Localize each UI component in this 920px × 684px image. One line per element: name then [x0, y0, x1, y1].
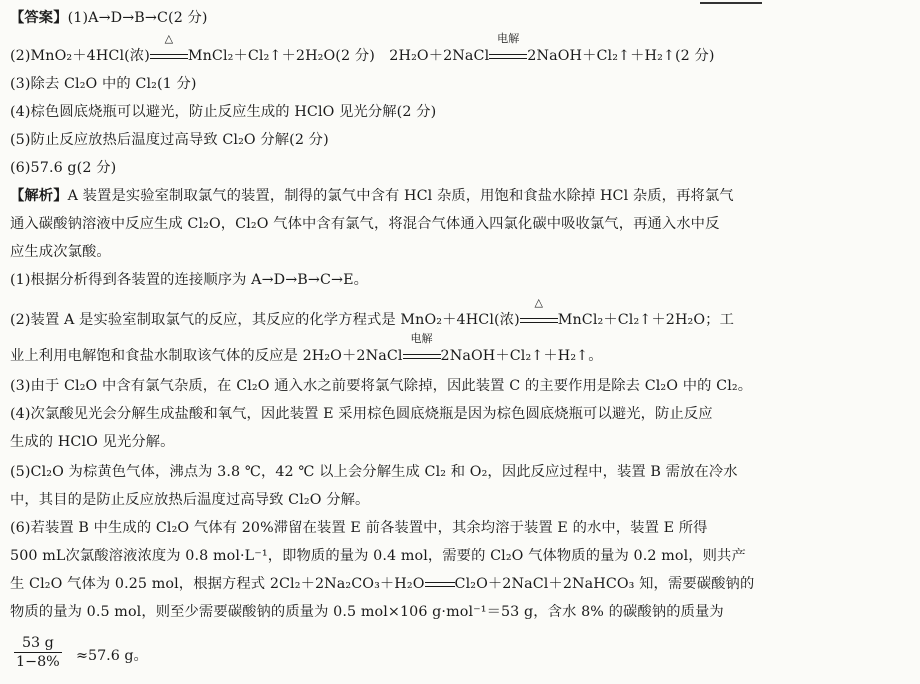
analysis-line-3: 应生成次氯酸。	[10, 244, 111, 260]
analysis-2-text: MnCl₂＋Cl₂↑＋2H₂O；工	[557, 312, 734, 328]
heat-condition	[520, 296, 558, 330]
analysis-1: (1)根据分析得到各装置的连接顺序为 A→D→B→C→E。	[10, 272, 369, 288]
analysis-2-text: 2NaOH＋Cl₂↑＋H₂↑。	[440, 348, 603, 364]
answer-3: (3)除去 Cl₂O 中的 Cl₂(1 分)	[10, 76, 197, 92]
analysis-6-line-3	[10, 574, 912, 594]
analysis-heading: 【解析】	[10, 188, 68, 204]
analysis-2-text: (2)装置 A 是实验室制取氯气的反应，其反应的化学方程式是 MnO₂＋4HCl(浓)	[10, 312, 520, 328]
answer-1: (1)A→D→B→C(2 分)	[67, 10, 208, 26]
equation-rhs: 2NaOH＋Cl₂↑＋H₂↑(2 分)	[527, 48, 715, 64]
analysis-4-line-1: (4)次氯酸见光会分解生成盐酸和氧气，因此装置 E 采用棕色圆底烧瓶是因为棕色圆底烧瓶可以避光，防止反应	[10, 406, 713, 422]
fraction-denominator: 1−8%	[16, 654, 60, 670]
heat-symbol: △	[164, 32, 174, 45]
answer-line-2	[10, 32, 912, 66]
heat-symbol: △	[534, 296, 544, 309]
electrolysis-condition	[403, 332, 441, 366]
analysis-line-2: 通入碳酸钠溶液中反应生成 Cl₂O，Cl₂O 气体中含有氯气，将混合气体通入四氯化碳中吸收氯气，再通入水中反	[10, 216, 720, 232]
answer-6: (6)57.6 g(2 分)	[10, 160, 117, 176]
answer-heading: 【答案】	[10, 10, 68, 26]
top-rule	[700, 2, 762, 4]
analysis-6-line-4: 物质的量为 0.5 mol，则至少需要碳酸钠的质量为 0.5 mol×106 g·mol⁻¹＝53 g，含水 8% 的碳酸钠的质量为	[10, 604, 724, 620]
analysis-line-1	[10, 186, 912, 206]
analysis-2-line-1	[10, 296, 912, 330]
analysis-5-line-1: (5)Cl₂O 为棕黄色气体，沸点为 3.8 ℃，42 ℃ 以上会分解生成 Cl₂ 和 O₂，因此反应过程中，装置 B 需放在冷水	[10, 464, 738, 480]
analysis-4-line-2: 生成的 HClO 见光分解。	[10, 434, 175, 450]
answer-4: (4)棕色圆底烧瓶可以避光，防止反应生成的 HClO 见光分解(2 分)	[10, 104, 437, 120]
analysis-6-text: Cl₂O＋2NaCl＋2NaHCO₃ 知，需要碳酸钠的	[454, 576, 755, 592]
answer-line-1	[10, 8, 912, 28]
electrolysis-label: 电解	[410, 332, 433, 345]
analysis-2-text: 业上利用电解饱和食盐水制取该气体的反应是 2H₂O＋2NaCl	[10, 348, 403, 364]
final-result: ≈57.6 g。	[76, 648, 148, 664]
analysis-6-line-2: 500 mL次氯酸溶液浓度为 0.8 mol·L⁻¹，即物质的量为 0.4 mol，需要的 Cl₂O 气体物质的量为 0.2 mol，则共产	[10, 548, 746, 564]
analysis-3: (3)由于 Cl₂O 中含有氯气杂质，在 Cl₂O 通入水之前要将氯气除掉，因此装置 C 的主要作用是除去 Cl₂O 中的 Cl₂。	[10, 378, 753, 394]
equals-sign	[425, 580, 455, 588]
analysis-5-line-2: 中，其目的是防止反应放热后温度过高导致 Cl₂O 分解。	[10, 492, 370, 508]
analysis-6-text: 生 Cl₂O 气体为 0.25 mol，根据方程式 2Cl₂＋2Na₂CO₃＋H₂O	[10, 576, 425, 592]
heat-condition	[150, 32, 188, 66]
analysis-text: A 装置是实验室制取氯气的装置，制得的氯气中含有 HCl 杂质，用饱和食盐水除掉 HCl 杂质，再将氯气	[67, 188, 734, 204]
electrolysis-condition	[489, 32, 527, 66]
mass-fraction	[14, 634, 62, 671]
analysis-6-line-1: (6)若装置 B 中生成的 Cl₂O 气体有 20%滞留在装置 E 前各装置中，其余均溶于装置 E 的水中，装置 E 所得	[10, 520, 708, 536]
fraction-numerator: 53 g	[14, 634, 62, 653]
equation-lhs: (2)MnO₂＋4HCl(浓)	[10, 48, 150, 64]
answer-5: (5)防止反应放热后温度过高导致 Cl₂O 分解(2 分)	[10, 132, 329, 148]
equation-mid: MnCl₂＋Cl₂↑＋2H₂O(2 分) 2H₂O＋2NaCl	[187, 48, 490, 64]
electrolysis-label: 电解	[497, 32, 520, 45]
analysis-2-line-2	[10, 332, 912, 366]
